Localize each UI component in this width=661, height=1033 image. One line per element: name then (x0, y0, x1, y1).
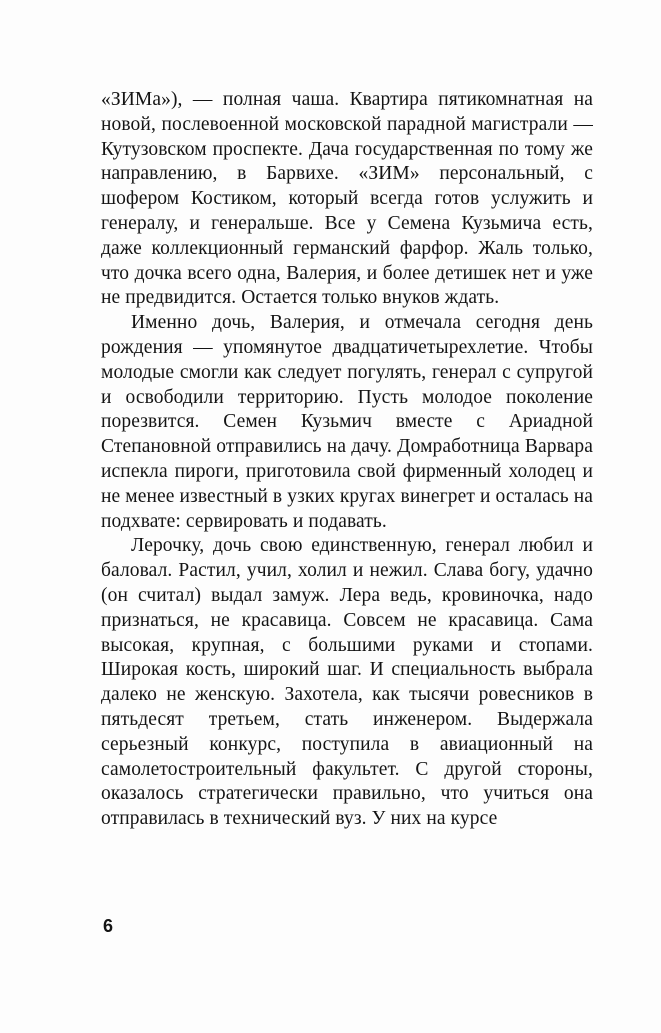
page-text-block (101, 88, 593, 832)
paragraph-continuation: «ЗИМа»), — полная чаша. Квартира пятикомнатная на новой, послевоенной московской парадной магистрали — Кутузовском проспекте. Дача государственная по тому же направлению, в Барвихе. «ЗИМ» персональный, с шофером Костиком, который всегда готов услужить и генералу, и генеральше. Все у Семена Кузьмича есть, даже коллекционный германский фарфор. Жаль только, что дочка всего одна, Валерия, и более детишек нет и уже не предвидится. Остается только внуков ждать. (101, 89, 593, 309)
page-number: 6 (103, 916, 114, 936)
paragraph: Именно дочь, Валерия, и отмечала сегодня день рождения — упомянутое двадцатичетырехлетие. Чтобы молодые смогли как следует погулять, генерал с супругой и освободили территорию. Пусть молодое поколение порезвится. Семен Кузьмич вместе с Ариадной Степановной отправились на дачу. Домработница Варвара испекла пироги, приготовила свой фирменный холодец и не менее известный в узких кругах винегрет и осталась на подхвате: сервировать и подавать. (101, 312, 593, 532)
paragraph: Лерочку, дочь свою единственную, генерал любил и баловал. Растил, учил, холил и нежил. Слава богу, удачно (он считал) выдал замуж. Лера ведь, кровиночка, надо признаться, не красавица. Совсем не красавица. Сама высокая, крупная, с большими руками и стопами. Широкая кость, широкий шаг. И специальность выбрала далеко не женскую. Захотела, как тысячи ровесников в пятьдесят третьем, стать инженером. Выдержала серьезный конкурс, поступила в авиационный на самолетостроительный факультет. С другой стороны, оказалось стратегически правильно, что учиться она отправилась в технический вуз. У них на курсе (101, 535, 593, 830)
